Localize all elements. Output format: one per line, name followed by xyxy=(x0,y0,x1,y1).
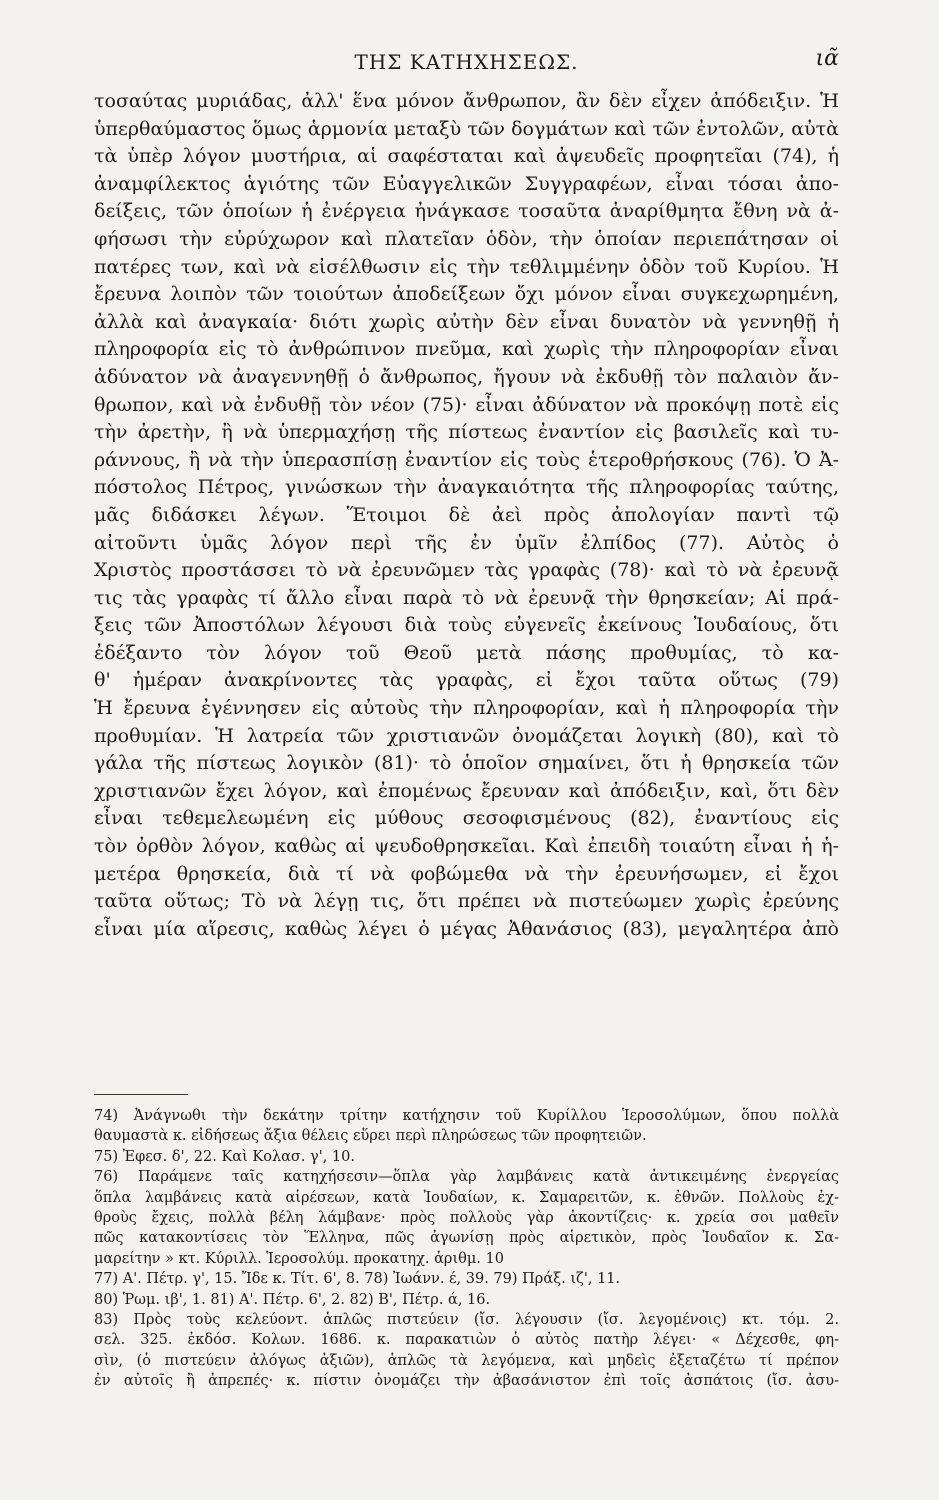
running-title: ΤΗΣ ΚΑΤΗΧΗΣΕΩΣ. xyxy=(354,50,579,74)
text-line: εἶναι μία αἵρεσις, καθὼς λέγει ὁ μέγας Ἀθανάσιος (83), μεγαλητέρα ἀπὸ xyxy=(94,917,839,940)
text-line: γάλα τῆς πίστεως λογικὸν (81)· τὸ ὁποῖον σημαίνει, ὅτι ἡ θρησκεία τῶν xyxy=(94,752,839,775)
text-line: τὴν ἀρετὴν, ἢ νὰ ὑπερμαχήσῃ τῆς πίστεως ἐναντίον εἰς βασιλεῖς καὶ τυ- xyxy=(94,421,839,444)
text-line: Ἡ ἔρευνα ἐγέννησεν εἰς αὐτοὺς τὴν πληροφορίαν, καὶ ἡ πληροφορία τὴν xyxy=(94,697,839,720)
text-line: μετέρα θρησκεία, διὰ τί νὰ φοβώμεθα νὰ τὴν ἐρευνήσωμεν, εἰ ἔχοι xyxy=(94,862,839,885)
text-line: προθυμίαν. Ἡ λατρεία τῶν χριστιανῶν ὀνομάζεται λογικὴ (80), καὶ τὸ xyxy=(94,724,839,747)
footnote-line: θαυμαστὰ κ. εἰδήσεως ἄξια θέλεις εὕρει περὶ πληρώσεως τῶν προφητειῶν. xyxy=(94,1128,647,1145)
text-line: δείξεις, τῶν ὁποίων ἡ ἐνέργεια ἠνάγκασε τοσαῦτα ἀναρίθμητα ἔθνη νὰ ἀ- xyxy=(94,200,839,223)
footnote-line: 77) Α'. Πέτρ. γ', 15. Ἴδε κ. Τίτ. 6', 8. 78) Ἰωάνν. έ, 39. 79) Πράξ. ιζ', 11. xyxy=(94,1271,621,1288)
text-line: ράννους, ἢ νὰ τὴν ὑπερασπίσῃ ἐναντίον εἰς τοὺς ἑτεροθρήσκους (76). Ὁ Ἀ- xyxy=(94,448,839,471)
text-line: χριστιανῶν ἔχει λόγον, καὶ ἐπομένως ἔρευναν καὶ ἀπόδειξιν, καὶ, ὅτι δὲν xyxy=(94,779,839,802)
footnote-line: 75) Ἐφεσ. δ', 22. Καὶ Κολασ. γ', 10. xyxy=(94,1148,355,1165)
footnote-line: μαρείτην » κτ. Κύριλλ. Ἱεροσολύμ. προκατηχ. ἀριθμ. 10 xyxy=(94,1250,504,1267)
footnotes xyxy=(94,1106,839,1391)
text-line: τὰ ὑπὲρ λόγον μυστήρια, αἱ σαφέσταται καὶ ἀψευδεῖς προφητεῖαι (74), ἡ xyxy=(94,145,839,168)
text-line: μᾶς διδάσκει λέγων. Ἕτοιμοι δὲ ἀεὶ πρὸς ἀπολογίαν παντὶ τῷ xyxy=(94,503,839,526)
text-line: ἔρευνα λοιπὸν τῶν τοιούτων ἀποδείξεων ὄχι μόνον εἶναι συγκεχωρημένη, xyxy=(94,283,839,306)
text-line: ξεις τῶν Ἀποστόλων λέγουσι διὰ τοὺς εὐγενεῖς ἐκείνους Ἰουδαίους, ὅτι xyxy=(94,614,839,637)
text-line: πατέρες των, καὶ νὰ εἰσέλθωσιν εἰς τὴν τεθλιμμένην ὁδὸν τοῦ Κυρίου. Ἡ xyxy=(94,255,839,278)
main-text xyxy=(94,88,839,943)
text-line: ἀδύνατον νὰ ἀναγεννηθῇ ὁ ἄνθρωπος, ἤγουν νὰ ἐκδυθῇ τὸν παλαιὸν ἄν- xyxy=(94,365,839,388)
footnote-line: πῶς κατακοντίσεις τὸν Ἕλληνα, πῶς ἀγωνίσῃ πρὸς αἱρετικὸν, πρὸς Ἰουδαῖον κ. Σα- xyxy=(94,1230,839,1247)
footnote-line: 76) Παράμενε ταῖς κατηχήσεσιν—ὅπλα γὰρ λαμβάνεις κατὰ ἀντικειμένης ἐνεργείας xyxy=(94,1169,839,1186)
text-line: τὸν ὀρθὸν λόγον, καθὼς αἱ ψευδοθρησκεῖαι. Καὶ ἐπειδὴ τοιαύτη εἶναι ἡ ἡ- xyxy=(94,835,839,858)
footnote-line: ὅπλα λαμβάνεις κατὰ αἱρέσεων, κατὰ Ἰουδαίων, κ. Σαμαρειτῶν, κ. ἐθνῶν. Πολλοὺς ἐχ- xyxy=(94,1189,839,1206)
footnote-line: ἐν αὐτοῖς ἢ ἀπρεπές· κ. πίστιν ὀνομάζει τὴν ἀβασάνιστον ἐπὶ τοῖς ἀσπάτοις (ἴσ. ἀσυ- xyxy=(94,1373,839,1390)
text-line: τοσαύτας μυριάδας, ἀλλ' ἕνα μόνον ἄνθρωπον, ἂν δὲν εἶχεν ἀπόδειξιν. Ἡ xyxy=(94,90,839,112)
text-line: θ' ἡμέραν ἀνακρίνοντες τὰς γραφὰς, εἰ ἔχοι ταῦτα οὕτως (79) xyxy=(94,669,839,692)
text-line: πληροφορία εἰς τὸ ἀνθρώπινον πνεῦμα, καὶ χωρὶς τὴν πληροφορίαν εἶναι xyxy=(94,338,839,361)
text-line: πόστολος Πέτρος, γινώσκων τὴν ἀναγκαιότητα τῆς πληροφορίας ταύτης, xyxy=(94,476,839,499)
text-line: εἶναι τεθεμελεωμένη εἰς μύθους σεσοφισμένους (82), ἐναντίους εἰς xyxy=(94,807,839,830)
footnote-rule xyxy=(94,1094,188,1095)
text-line: Χριστὸς προστάσσει τὸ νὰ ἐρευνῶμεν τὰς γραφὰς (78)· καὶ τὸ νὰ ἐρευνᾷ xyxy=(94,559,839,582)
page-header xyxy=(94,40,839,80)
footnote-line: 83) Πρὸς τοὺς κελεύοντ. ἁπλῶς πιστεύειν (ἴσ. λέγουσιν (ἴσ. λεγομένοις) κτ. τόμ. 2. xyxy=(94,1311,839,1328)
text-line: ὑπερθαύμαστος ὅμως ἁρμονία μεταξὺ τῶν δογμάτων καὶ τῶν ἐντολῶν, αὐτὰ xyxy=(94,117,839,140)
text-line: θρωπον, καὶ νὰ ἐνδυθῇ τὸν νέον (75)· εἶναι ἀδύνατον νὰ προκόψῃ ποτὲ εἰς xyxy=(94,393,839,416)
text-line: ἐδέξαντο τὸν λόγον τοῦ Θεοῦ μετὰ πάσης προθυμίας, τὸ κα- xyxy=(94,641,839,664)
footnote-line: 80) Ῥωμ. ιβ', 1. 81) Α'. Πέτρ. 6', 2. 82) Β', Πέτρ. ά, 16. xyxy=(94,1291,491,1308)
text-line: ἀναμφίλεκτος ἁγιότης τῶν Εὐαγγελικῶν Συγγραφέων, εἶναι τόσαι ἀπο- xyxy=(94,172,839,195)
footnote-line: σελ. 325. ἐκδόσ. Κολων. 1686. κ. παρακατιὼν ὁ αὐτὸς πατὴρ λέγει· « Δέχεσθε, φη- xyxy=(94,1332,839,1349)
text-line: ταῦτα οὕτως; Τὸ νὰ λέγῃ τις, ὅτι πρέπει νὰ πιστεύωμεν χωρὶς ἐρεύνης xyxy=(94,890,839,913)
text-line: ἀλλὰ καὶ ἀναγκαία· διότι χωρὶς αὐτὴν δὲν εἶναι δυνατὸν νὰ γεννηθῇ ἡ xyxy=(94,310,839,333)
text-line: τις τὰς γραφὰς τί ἄλλο εἶναι παρὰ τὸ νὰ ἐρευνᾷ τὴν θρησκείαν; Αἱ πρά- xyxy=(94,586,839,609)
footnote-line: 74) Ἀνάγνωθι τὴν δεκάτην τρίτην κατήχησιν τοῦ Κυρίλλου Ἱεροσολύμων, ὅπου πολλὰ xyxy=(94,1108,839,1124)
text-line: αἰτοῦντι ὑμᾶς λόγον περὶ τῆς ἐν ὑμῖν ἐλπίδος (77). Αὐτὸς ὁ xyxy=(94,531,839,554)
footnote-line: θροὺς ἔχεις, πολλὰ βέλη λάμβανε· πρὸς πολλοὺς γὰρ ἀκοντίζεις· κ. χρεία σοι μαθεῖν xyxy=(94,1209,839,1226)
page-number: ιᾶ xyxy=(815,46,839,71)
footnote-line: σὶν, (ὁ πιστεύειν ἀλόγως ἀξιῶν), ἁπλῶς τὰ λεγόμενα, καὶ μηδεὶς ἐξεταζέτω τί πρέπον xyxy=(94,1352,839,1369)
text-line: φήσωσι τὴν εὐρύχωρον καὶ πλατεῖαν ὁδὸν, τὴν ὁποίαν περιεπάτησαν οἱ xyxy=(94,227,839,250)
